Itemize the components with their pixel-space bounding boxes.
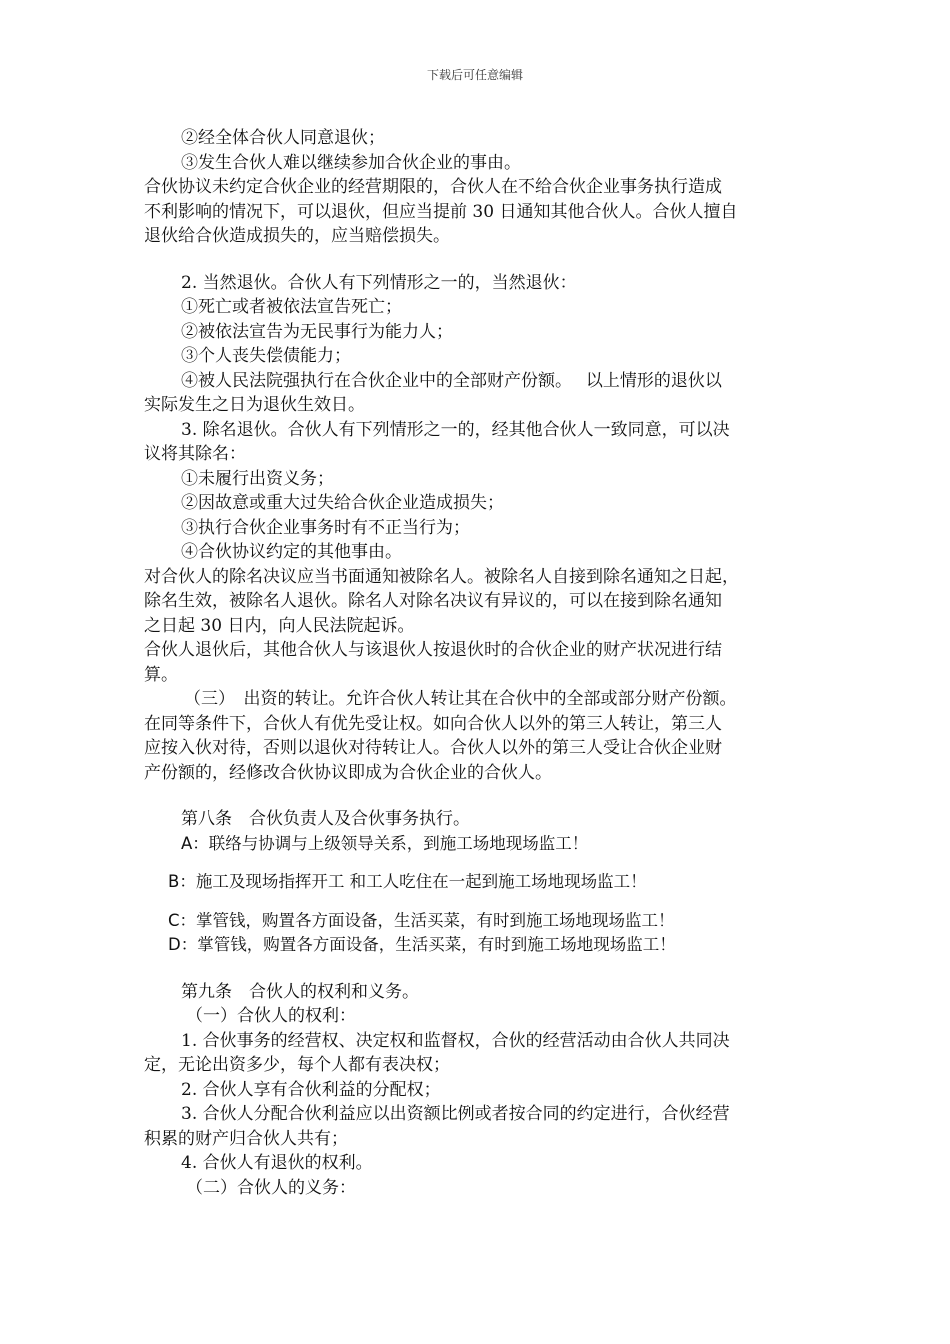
paragraph-line: ④被人民法院强执行在合伙企业中的全部财产份额。 以上情形的退伙以 — [181, 370, 722, 391]
paragraph-line: 3. 合伙人分配合伙利益应以出资额比例或者按合同的约定进行，合伙经营 — [181, 1104, 730, 1124]
paragraph-line: 退伙给合伙造成损失的，应当赔偿损失。 — [144, 226, 450, 246]
paragraph-line: 之日起 30 日内，向人民法院起诉。 — [144, 615, 415, 636]
section-heading: （一）合伙人的权利： — [186, 1006, 356, 1026]
paragraph-line: 不利影响的情况下，可以退伙，但应当提前 30 日通知其他合伙人。合伙人擅自 — [144, 201, 738, 222]
paragraph-line: 合伙协议未约定合伙企业的经营期限的，合伙人在不给合伙企业事务执行造成 — [144, 177, 722, 197]
paragraph-line: 2. 当然退伙。合伙人有下列情形之一的，当然退伙： — [181, 272, 577, 293]
paragraph-line: 在同等条件下，合伙人有优先受让权。如向合伙人以外的第三人转让，第三人 — [144, 713, 722, 734]
document-body — [144, 126, 824, 1200]
duty-item-a: A：联络与协调与上级领导关系，到施工场地现场监工！ — [181, 833, 589, 853]
paragraph-line: ③执行合伙企业事务时有不正当行为； — [181, 517, 470, 538]
section-heading: （二）合伙人的义务： — [186, 1177, 356, 1198]
paragraph-line: 3. 除名退伙。合伙人有下列情形之一的，经其他合伙人一致同意，可以决 — [181, 419, 730, 440]
duty-item-c: C：掌管钱，购置各方面设备，生活买菜，有时到施工场地现场监工！ — [168, 910, 675, 930]
article-heading: 第九条 合伙人的权利和义务。 — [181, 981, 419, 1002]
paragraph-line: ③个人丧失偿债能力； — [181, 346, 351, 366]
paragraph-line: （三） 出资的转让。允许合伙人转让其在合伙中的全部或部分财产份额。 — [184, 689, 737, 709]
paragraph-line: 4. 合伙人有退伙的权利。 — [181, 1153, 373, 1173]
paragraph-line: 议将其除名： — [144, 444, 246, 464]
duty-item-b: B：施工及现场指挥开工 和工人吃住在一起到施工场地现场监工！ — [168, 872, 647, 891]
paragraph-line: 对合伙人的除名决议应当书面通知被除名人。被除名人自接到除名通知之日起， — [144, 566, 739, 587]
paragraph-line: ②因故意或重大过失给合伙企业造成损失； — [181, 493, 504, 513]
paragraph-line: ②经全体合伙人同意退伙； — [181, 128, 385, 148]
paragraph-line: 除名生效，被除名人退伙。除名人对除名决议有异议的，可以在接到除名通知 — [144, 591, 722, 611]
paragraph-line: 积累的财产归合伙人共有； — [144, 1128, 348, 1149]
paragraph-line: 2. 合伙人享有合伙利益的分配权； — [181, 1079, 441, 1100]
duty-item-d: D：掌管钱，购置各方面设备，生活买菜，有时到施工场地现场监工！ — [168, 935, 676, 954]
paragraph-line: ①死亡或者被依法宣告死亡； — [181, 297, 402, 317]
paragraph-line: ③发生合伙人难以继续参加合伙企业的事由。 — [181, 152, 521, 173]
paragraph-line: 定，无论出资多少，每个人都有表决权； — [144, 1055, 450, 1075]
page-header: 下载后可任意编辑 — [426, 68, 523, 82]
paragraph-line: 应按入伙对待，否则以退伙对待转让人。合伙人以外的第三人受让合伙企业财 — [144, 738, 722, 758]
paragraph-line: ①未履行出资义务； — [181, 468, 334, 489]
article-heading: 第八条 合伙负责人及合伙事务执行。 — [181, 809, 470, 829]
paragraph-line: 产份额的，经修改合伙协议即成为合伙企业的合伙人。 — [144, 762, 552, 783]
paragraph-line: ④合伙协议约定的其他事由。 — [181, 542, 402, 562]
paragraph-line: 合伙人退伙后，其他合伙人与该退伙人按退伙时的合伙企业的财产状况进行结 — [144, 640, 722, 660]
paragraph-line: 实际发生之日为退伙生效日。 — [144, 395, 365, 415]
paragraph-line: ②被依法宣告为无民事行为能力人； — [181, 321, 453, 342]
paragraph-line: 算。 — [144, 664, 178, 685]
paragraph-line: 1. 合伙事务的经营权、决定权和监督权，合伙的经营活动由合伙人共同决 — [181, 1030, 730, 1051]
